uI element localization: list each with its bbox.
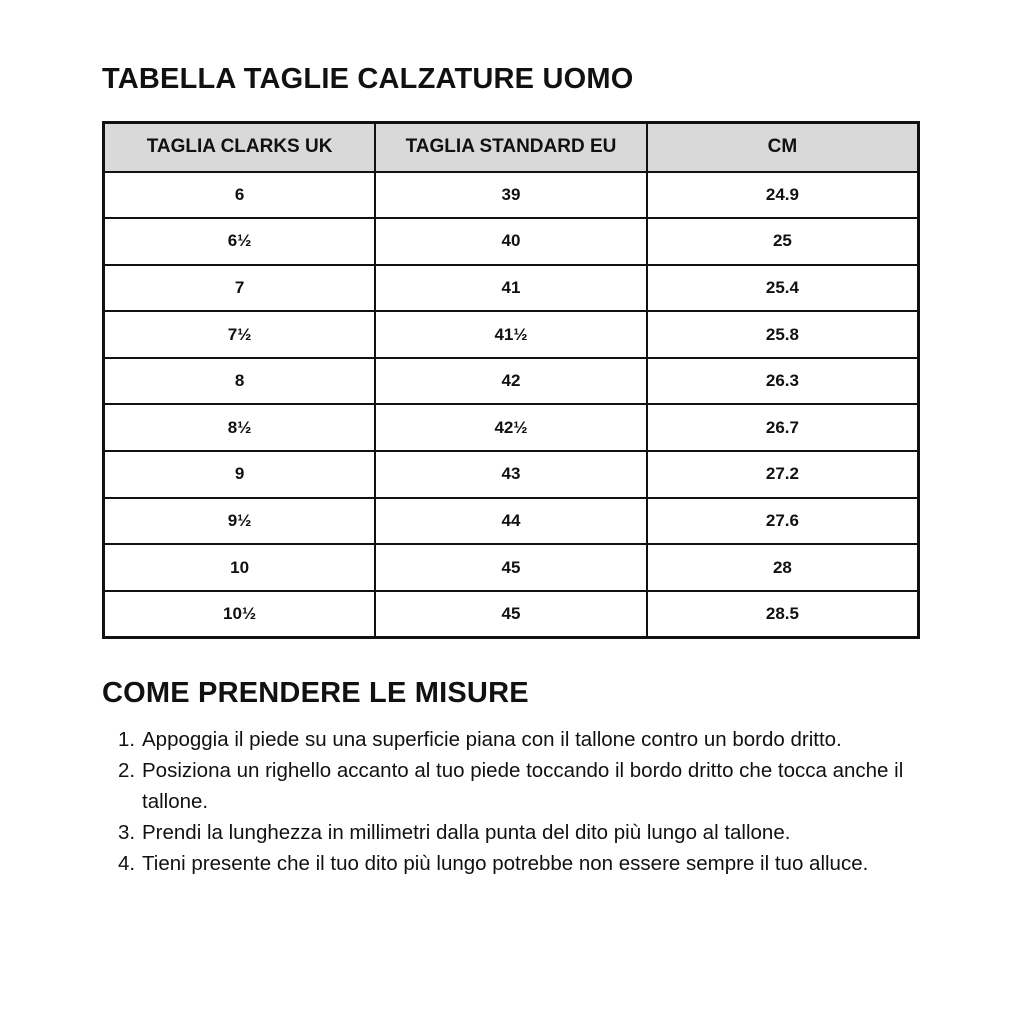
uk-size-cell: 9½ [104, 498, 376, 545]
uk-size-cell: 9 [104, 451, 376, 498]
eu-size-cell: 42½ [375, 404, 647, 451]
cm-cell: 25.4 [647, 265, 919, 312]
list-item-number: 1. [118, 727, 136, 751]
eu-size-cell: 39 [375, 172, 647, 219]
eu-size-cell: 45 [375, 544, 647, 591]
eu-size-cell: 40 [375, 218, 647, 265]
cm-cell: 28.5 [647, 591, 919, 638]
list-item-text: Tieni presente che il tuo dito più lungo potrebbe non essere sempre il tuo alluce. [142, 851, 869, 875]
cm-cell: 27.6 [647, 498, 919, 545]
uk-size-cell: 10 [104, 544, 376, 591]
uk-size-cell: 8½ [104, 404, 376, 451]
instructions-heading: COME PRENDERE LE MISURE [102, 676, 529, 709]
uk-size-cell: 6½ [104, 218, 376, 265]
eu-size-cell: 41½ [375, 311, 647, 358]
list-item [118, 724, 904, 755]
list-item [118, 755, 904, 817]
eu-size-cell: 44 [375, 498, 647, 545]
size-table [102, 121, 920, 639]
cm-cell: 27.2 [647, 451, 919, 498]
list-item-text: Appoggia il piede su una superficie piana con il tallone contro un bordo dritto. [142, 727, 842, 751]
uk-size-cell: 7½ [104, 311, 376, 358]
list-item-text: Posiziona un righello accanto al tuo piede toccando il bordo dritto che tocca anche il tallone. [142, 758, 904, 813]
eu-size-cell: 43 [375, 451, 647, 498]
cm-cell: 25.8 [647, 311, 919, 358]
list-item-number: 4. [118, 851, 136, 875]
table-row [104, 358, 919, 405]
table-row [104, 591, 919, 638]
eu-size-cell: 45 [375, 591, 647, 638]
table-row [104, 544, 919, 591]
table-row [104, 265, 919, 312]
uk-size-cell: 8 [104, 358, 376, 405]
cm-cell: 25 [647, 218, 919, 265]
uk-size-cell: 7 [104, 265, 376, 312]
list-item [118, 817, 904, 848]
cm-cell: 24.9 [647, 172, 919, 219]
table-row [104, 404, 919, 451]
cm-cell: 26.7 [647, 404, 919, 451]
eu-size-cell: 41 [375, 265, 647, 312]
cm-cell: 28 [647, 544, 919, 591]
column-header-clarks-uk: TAGLIA CLARKS UK [104, 123, 376, 172]
column-header-standard-eu: TAGLIA STANDARD EU [375, 123, 647, 172]
uk-size-cell: 10½ [104, 591, 376, 638]
table-row [104, 451, 919, 498]
size-table-header-row [104, 123, 919, 172]
list-item-number: 2. [118, 758, 136, 782]
list-item-number: 3. [118, 820, 136, 844]
column-header-cm: CM [647, 123, 919, 172]
instructions-list [102, 724, 904, 879]
table-row [104, 311, 919, 358]
table-row [104, 218, 919, 265]
cm-cell: 26.3 [647, 358, 919, 405]
uk-size-cell: 6 [104, 172, 376, 219]
page-title: TABELLA TAGLIE CALZATURE UOMO [102, 63, 634, 95]
table-row [104, 498, 919, 545]
list-item [118, 848, 904, 879]
list-item-text: Prendi la lunghezza in millimetri dalla punta del dito più lungo al tallone. [142, 820, 791, 844]
table-row [104, 172, 919, 219]
eu-size-cell: 42 [375, 358, 647, 405]
